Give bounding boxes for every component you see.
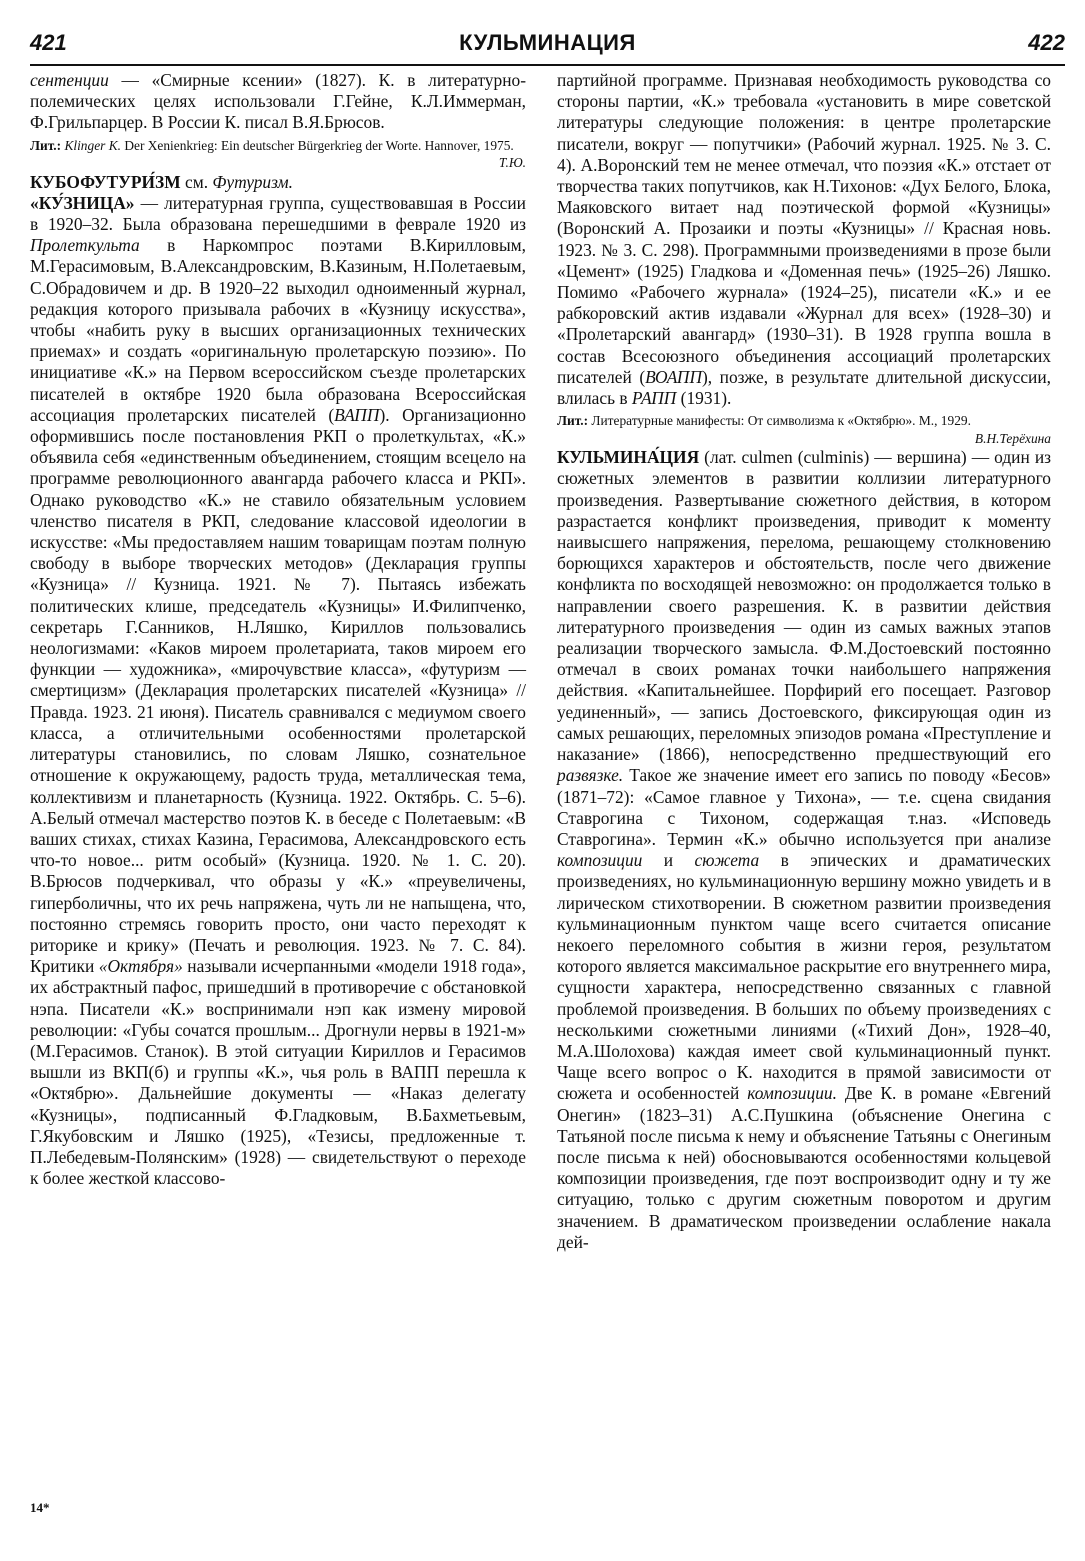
cross-reference: сюжета xyxy=(694,850,760,871)
header-rule xyxy=(30,64,1065,66)
paragraph-text: ). Организационно оформившись после постановления РКП о пролеткультах, «К.» объявила себя «единственным объединением, стоящим всецело на программе революционного авангарда рабочего класса и РКП». Однако руководство «К.» не ставило обязательным условием членство писателя в РКП, следование классовой идеологии в искусстве: «Мы предоставляем нашим товарищам поэтам полную свободу в выборе творческих методов» (Декларация группы «Кузница» // Кузница. 1921. № 7). Пытаясь избежать политических клише, председатель «Кузницы» И.Филипченко, секретарь Г.Санников, Н.Ляшко, Кириллов пользовались неологизмами: «Каков мироем пролетариата, таков мироем его функции — художника», «мирочувствие класса», «футуризм — смертицизм» (Декларация пролетарских писателей «Кузница» // Правда. 1923. 21 июня). Писатель сравнивался с медиумом своего класса, а отличительными особенностями пролетарской литературы становились, по словам Ляшко, сознательное отношение к окружающему, радость труда, металлическая тема, коллективизм и планетарность (Кузница. 1922. Октябрь. С. 5–6). А.Белый отмечал мастерство поэтов К. в беседе с Полетаевым: «В ваших стихах, стихах Казина, Герасимова, Александровского есть что-то новое... ритм особый» (Кузница. 1920. № 1. С. 20). В.Брюсов подчеркивал, что образы у «К.» «преувеличены, гиперболичны, что их речь напряжена, чуть ли не напыщена, что, постоянно стремясь говорить просто, они часто переходят к риторике и крику» (Печать и революция. 1923. № 7. С. 84). Критики xyxy=(30,404,526,977)
paragraph-text: (1931). xyxy=(676,388,732,409)
running-title: КУЛЬМИНАЦИЯ xyxy=(459,30,636,55)
cross-reference: РАПП xyxy=(631,388,677,409)
right-column xyxy=(557,70,1051,1253)
paragraph-text: называли исчерпанными «модели 1918 года», их абстрактный пафос, пришедший в противоречие с обстановкой нэпа. Писатели «К.» воспринимали нэп как измену мировой революции: «Губы сочатся прошлым... Дрогнули нервы в 1921-м» (М.Герасимов. Станок). В этой ситуации Кириллов и Герасимов вышли из ВКП(б) и группы «К.», чья роль в ВАПП перешла к «Октябрю». Дальнейшие документы — «Наказ делегату «Кузницы», подписанный Ф.Гладковым, В.Бахметьевым, Г.Якубовским и Ляшко (1925), «Тезисы, предложенные т. П.Лебедевым-Полянским» (1928) — свидетельствуют о переходе к более жесткой классово- xyxy=(30,956,526,1189)
paragraph-text: — «Смирные ксении» (1827). К. в литературно-полемических целях использовали Г.Гейне, К.Л.Иммерман, Ф.Грильпарцер. В России К. писал В.Я.Брюсов. xyxy=(30,70,526,133)
cross-reference: развязке. xyxy=(557,765,624,786)
left-column xyxy=(30,70,526,1189)
paragraph-text: партийной программе. Признавая необходимость руководства со стороны партии, «К.» требовала «установить в мире советской литературы следующие положения: в центре пролетарские писатели, вокруг — попутчики» (Рабочий журнал. 1925. № 3. С. 4). А.Воронский тем не менее отмечал, что поэзия «К.» отстает от творчества таких попутчиков, как Н.Тихонов: «Дух Белого, Блока, Маяковского витает над поэтической формой «Кузницы» (Воронский А. Прозаики и поэты «Кузницы» // Красная новь. 1923. № 3. С. 298). Программными произведениями в прозе были «Цемент» (1925) Гладкова и «Доменная печь» (1925–26) Ляшко. Помимо «Рабочего журнала» (1924–25), писатели «К.» и ее рабкоровский актив издавали «Журнал для всех» (1928–30) и «Пролетарский авангард» (1930–31). В 1928 группа вошла в состав Всесоюзного объединения ассоциаций пролетарских писателей ( xyxy=(557,70,1051,387)
entry-kuznitsa-continued xyxy=(557,70,1051,409)
paragraph-text: в эпических и драматических произведениях, но кульминационную вершину можно увидеть и в лирическом стихотворении. В сюжетном развитии произведения кульминационным пунктом чаще всего считается описание некоего переломного события в жизни героя, результатом которого является максимальное раскрытие его внутреннего мира, сущности характера, непосредственно связанных с главной проблемой произведения. В больших по объему произведениях с несколькими сюжетными линиями («Тихий Дон», 1928–40, М.А.Шолохова) каждая имеет свой кульминационный пункт. Чаще всего вопрос о К. находится в прямой зависимости от сюжета и особенностей xyxy=(557,850,1051,1104)
headword: КУБОФУТУРИ́ЗМ xyxy=(30,171,181,192)
author-row xyxy=(557,430,1051,448)
cross-reference: ВОАПП xyxy=(645,366,702,387)
bibliography-text: Der Xenienkrieg: Ein deutscher Bürgerkrieg der Worte. Hannover, 1975. xyxy=(120,137,514,153)
paragraph-text: Две К. в романе «Евгений Онегин» (1823–31) А.С.Пушкина (объяснение Онегина с Татьяной после письма к нему и объяснение Татьяны с Онегиным после письма к ней) обосновываются особенностями кольцевой композиции произведения, где поэт воспроизводит одну и ту же ситуацию, только с другим сюжетным поворотом и другим значением. В драматическом произведении ослабление накала дей- xyxy=(557,1083,1051,1252)
entry-kubofuturizm xyxy=(30,172,526,193)
article-author: Т.Ю. xyxy=(498,155,526,171)
headword: «КУ́ЗНИЦА» xyxy=(30,192,135,213)
cross-reference: композиции. xyxy=(747,1083,837,1104)
bibliography-author-italic: Klinger K. xyxy=(64,137,121,153)
page-number-left: 421 xyxy=(30,30,67,55)
bibliography-label: Лит.: xyxy=(557,413,589,429)
author-row xyxy=(30,154,526,172)
cross-reference: композиции xyxy=(557,850,643,871)
headword: КУЛЬМИНА́ЦИЯ xyxy=(557,447,700,468)
italic-term: сентенции xyxy=(30,70,109,90)
paragraph-xenien-end xyxy=(30,70,526,134)
paragraph-text: — литературная группа, существовавшая в России в 1920–32. Была образована перешедшими в феврале 1920 из xyxy=(30,192,526,235)
signature-mark: 14* xyxy=(30,1500,50,1515)
bibliography-label: Лит.: xyxy=(30,137,62,153)
cross-reference: Пролеткульта xyxy=(30,235,140,256)
article-author: В.Н.Терёхина xyxy=(974,430,1051,446)
cross-reference: ВАПП xyxy=(334,404,380,425)
paragraph-text: (лат. culmen (culminis) — вершина) — один из сюжетных элементов в развитии коллизии литературного произведения. Развертывание сюжетного действия, в котором разрастается конфликт произведения, приводит к моменту наивысшего напряжения, перелома, решающему столкновению борющихся характеров и обстоятельств, после чего движение конфликта по восходящей невозможно: он продолжается только в направлении своего разрешения. К. в развитии действия литературного произведения — один из самых важных этапов реализации творческого замысла. Ф.М.Достоевский постоянно отмечал в своих романах точки наибольшего напряжения действия. «Капитальнейшее. Порфирий его посещает. Разговор уединенный», — запись Достоевского, фиксирующая один из самых решающих, переломных эпизодов романа «Преступление и наказание» (1866), непосредственно предшествующий его xyxy=(557,447,1051,765)
cross-reference: Футуризм. xyxy=(212,171,293,192)
entry-kuznitsa xyxy=(30,193,526,1190)
paragraph-text: ), позже, в результате длительной дискуссии, влилась в xyxy=(557,366,1051,409)
paragraph-text: в Наркомпрос поэтами В.Кирилловым, М.Герасимовым, В.Александровским, В.Казиным, Н.Полетаевым, С.Обрадовичем и др. В 1920–22 выходил одноименный журнал, редакция которого призывала рабочих в «Кузницу искусства», чтобы «набить руку в высших организационных технических приемах» и создать «оригинальную пролетарскую поэзию». По инициативе «К.» на Первом всероссийском съезде пролетарских писателей в октябре 1920 была образована Всероссийская ассоциация пролетарских писателей ( xyxy=(30,235,526,425)
paragraph-text: Такое же значение имеет его запись по поводу «Бесов» (1871–72): «Самое главное у Тихона», — т.е. сцена свидания Ставрогина с Тихоном, содержащая т.наз. «Исповедь Ставрогина». Термин «К.» обычно используется при анализе xyxy=(557,765,1051,849)
page-number-right: 422 xyxy=(1028,30,1065,55)
see-text: см. xyxy=(180,171,213,192)
running-header xyxy=(30,30,1065,66)
paragraph-text: и xyxy=(642,850,695,871)
bibliography-xenien xyxy=(30,137,526,172)
entry-kulminatsiya xyxy=(557,447,1051,1253)
bibliography-text: Литературные манифесты: От символизма к «Октябрю». М., 1929. xyxy=(588,413,971,429)
cross-reference: «Октября» xyxy=(98,956,183,977)
bibliography-kuznitsa xyxy=(557,412,1051,447)
